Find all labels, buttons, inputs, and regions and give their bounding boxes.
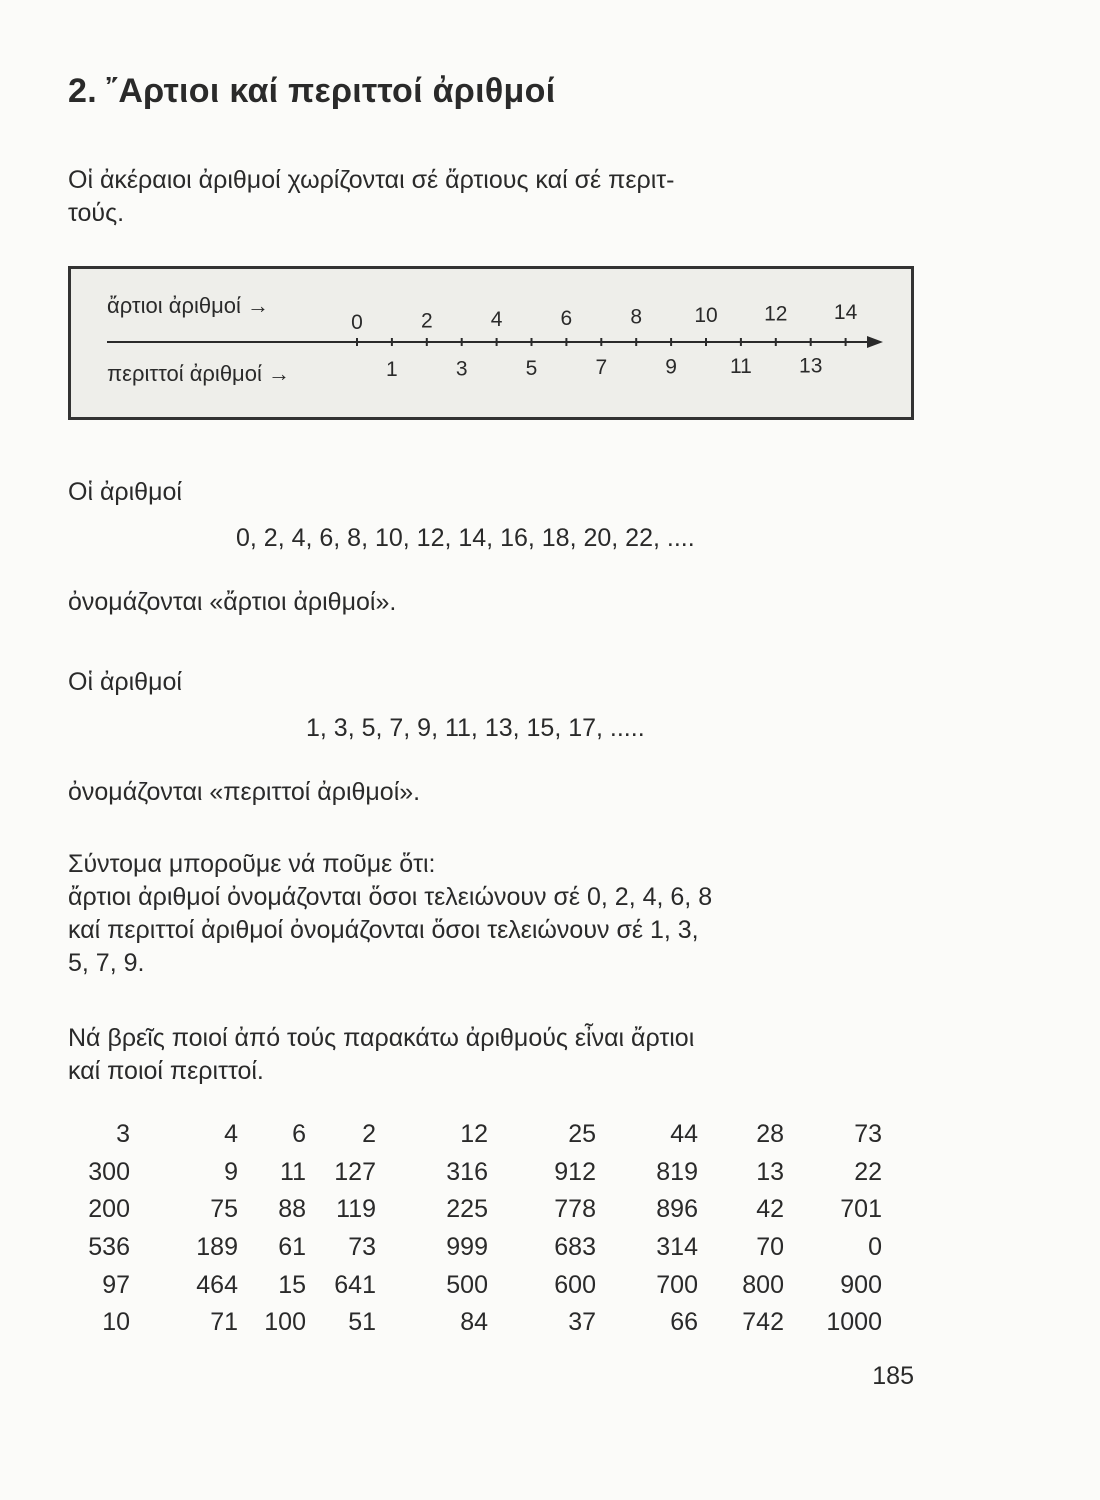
table-cell: 536 (88, 1233, 130, 1262)
table-row (68, 1191, 882, 1229)
table-cell: 900 (840, 1270, 882, 1299)
even-number-mark: 4 (490, 308, 503, 332)
table-cell: 75 (210, 1195, 238, 1224)
table-cell: 300 (88, 1157, 130, 1186)
table-cell: 3 (116, 1120, 130, 1149)
even-number-mark: 6 (560, 306, 573, 330)
even-number-mark: 10 (694, 304, 718, 327)
odd-number-mark: 1 (386, 358, 398, 381)
odd-number-mark: 9 (665, 355, 677, 379)
even-numbers-label: ἄρτιοι ἀριθμοί → (107, 293, 270, 318)
table-cell: 97 (102, 1270, 130, 1299)
table-cell: 2 (362, 1120, 376, 1149)
table-cell: 11 (280, 1157, 306, 1186)
exercise-number-table (68, 1116, 882, 1342)
number-line-figure (68, 266, 914, 420)
table-cell: 25 (568, 1120, 596, 1149)
table-cell: 700 (656, 1270, 698, 1299)
table-cell: 61 (278, 1233, 306, 1262)
table-cell: 500 (446, 1270, 488, 1299)
table-cell: 13 (756, 1157, 784, 1186)
table-cell: 1000 (826, 1308, 882, 1337)
number-line-svg (71, 269, 911, 417)
odd-lead-text: Οἱ ἀριθμοί (68, 668, 182, 696)
odd-sequence: 1, 3, 5, 7, 9, 11, 13, 15, 17, ..... (306, 714, 645, 742)
table-cell: 10 (102, 1308, 130, 1337)
table-cell: 912 (554, 1157, 596, 1186)
table-cell: 819 (656, 1157, 698, 1186)
table-cell: 119 (336, 1195, 376, 1224)
table-cell: 127 (334, 1157, 376, 1186)
table-cell: 12 (460, 1120, 488, 1149)
table-cell: 73 (348, 1233, 376, 1262)
table-cell: 683 (554, 1233, 596, 1262)
table-cell: 778 (554, 1195, 596, 1224)
table-cell: 641 (334, 1270, 376, 1299)
table-cell: 896 (656, 1195, 698, 1224)
exercise-prompt: Νά βρεῖς ποιοί ἀπό τούς παρακάτω ἀριθμούς εἶναι ἄρτιοι καί ποιοί περιττοί. (68, 1024, 695, 1085)
odd-number-mark: 7 (595, 356, 608, 380)
table-cell: 316 (446, 1157, 488, 1186)
even-number-mark: 12 (764, 302, 788, 326)
table-cell: 314 (656, 1233, 698, 1262)
odd-number-mark: 11 (729, 355, 752, 378)
odd-number-marks (386, 354, 822, 381)
table-cell: 70 (756, 1233, 784, 1262)
table-cell: 51 (348, 1308, 376, 1337)
even-tail-text: ὀνομάζονται «ἄρτιοι ἀριθμοί». (68, 588, 397, 616)
table-cell: 464 (196, 1270, 238, 1299)
even-number-mark: 2 (420, 309, 433, 333)
even-number-mark: 8 (630, 305, 643, 329)
table-cell: 200 (88, 1195, 130, 1224)
table-cell: 100 (264, 1308, 306, 1337)
table-cell: 28 (756, 1120, 784, 1149)
table-cell: 66 (670, 1308, 698, 1337)
odd-numbers-label: περιττοί ἀριθμοί → (107, 361, 290, 386)
even-number-marks (351, 301, 857, 334)
odd-number-mark: 3 (455, 357, 468, 381)
even-number-mark: 14 (833, 301, 858, 325)
table-row (68, 1266, 882, 1304)
table-cell: 22 (854, 1157, 882, 1186)
intro-paragraph: Οἱ ἀκέραιοι ἀριθμοί χωρίζονται σέ ἄρτιους καί σέ περιτ- τούς. (68, 166, 675, 227)
table-row (68, 1154, 882, 1192)
table-cell: 42 (756, 1195, 784, 1224)
table-row (68, 1304, 882, 1342)
section-title: 2. ῎Αρτιοι καί περιττοί ἀριθμοί (68, 72, 556, 110)
table-cell: 73 (854, 1120, 882, 1149)
even-sequence: 0, 2, 4, 6, 8, 10, 12, 14, 16, 18, 20, 22, .... (236, 524, 695, 552)
table-cell: 88 (278, 1195, 306, 1224)
table-cell: 800 (742, 1270, 784, 1299)
table-row (68, 1116, 882, 1154)
table-cell: 0 (868, 1233, 882, 1262)
even-lead-text: Οἱ ἀριθμοί (68, 478, 182, 506)
number-line-arrow (867, 336, 883, 348)
table-cell: 44 (670, 1120, 698, 1149)
table-cell: 4 (224, 1120, 238, 1149)
table-row (68, 1229, 882, 1267)
page-number: 185 (872, 1362, 914, 1390)
table-cell: 6 (292, 1120, 306, 1149)
table-cell: 189 (196, 1233, 238, 1262)
table-cell: 600 (554, 1270, 596, 1299)
table-cell: 84 (460, 1308, 488, 1337)
odd-tail-text: ὀνομάζονται «περιττοί ἀριθμοί». (68, 778, 421, 806)
table-cell: 742 (742, 1308, 784, 1337)
odd-number-mark: 5 (525, 356, 538, 380)
table-cell: 225 (446, 1195, 488, 1224)
table-cell: 701 (840, 1195, 882, 1224)
table-cell: 999 (446, 1233, 488, 1262)
summary-paragraph: Σύντομα μποροῦμε νά ποῦμε ὅτι: ἄρτιοι ἀριθμοί ὀνομάζονται ὅσοι τελειώνουν σέ 0, 2, 4, 6, 8 καί περιττοί ἀριθμοί ὀνομάζονται ὅσοι τελειώνουν σέ 1, 3, 5, 7, 9. (68, 850, 713, 977)
table-cell: 37 (568, 1308, 596, 1337)
table-cell: 15 (278, 1270, 306, 1299)
table-cell: 71 (210, 1308, 238, 1337)
even-number-mark: 0 (351, 311, 363, 334)
odd-number-mark: 13 (799, 354, 823, 378)
table-cell: 9 (224, 1157, 238, 1186)
